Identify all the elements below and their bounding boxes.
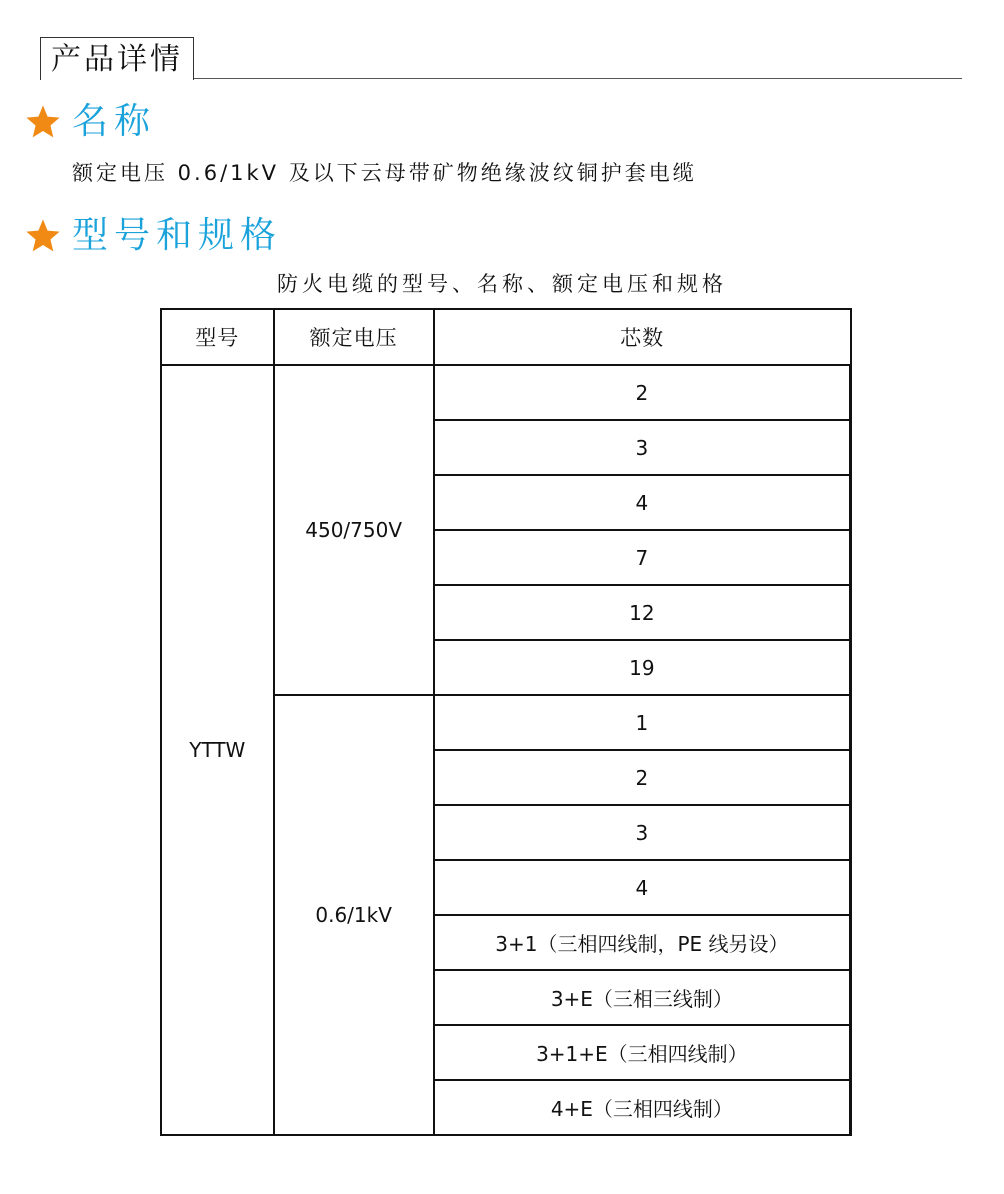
cores-cell: 12 [434, 585, 851, 640]
cores-cell: 19 [434, 640, 851, 695]
cores-cell: 7 [434, 530, 851, 585]
header-voltage: 额定电压 [274, 309, 434, 365]
spec-table [160, 308, 852, 1136]
section-heading-model [24, 212, 282, 260]
section-heading-name [24, 98, 156, 146]
section-title-name: 名称 [72, 101, 157, 142]
cores-cell: 3+1+E（三相四线制） [434, 1025, 851, 1080]
header-model: 型号 [161, 309, 274, 365]
cores-cell: 1 [434, 695, 851, 750]
cores-cell: 3 [434, 420, 851, 475]
cores-cell: 4 [434, 860, 851, 915]
cores-cell: 4 [434, 475, 851, 530]
voltage-cell: 450/750V [274, 365, 434, 695]
voltage-cell: 0.6/1kV [274, 695, 434, 1135]
model-cell: YTTW [161, 365, 274, 1135]
section-title-model: 型号和规格 [72, 215, 283, 256]
table-header-row [161, 309, 851, 365]
cores-cell: 3 [434, 805, 851, 860]
star-icon [24, 217, 62, 255]
cores-cell: 3+1（三相四线制，PE 线另设） [434, 915, 851, 970]
star-icon [24, 103, 62, 141]
product-detail-header [40, 37, 962, 81]
header-cores: 芯数 [434, 309, 851, 365]
cores-cell: 4+E（三相四线制） [434, 1080, 851, 1135]
cores-cell: 3+E（三相三线制） [434, 970, 851, 1025]
cores-cell: 2 [434, 750, 851, 805]
header-title: 产品详情 [40, 37, 194, 80]
table-caption: 防火电缆的型号、名称、额定电压和规格 [277, 272, 727, 296]
product-name-text: 额定电压 0.6/1kV 及以下云母带矿物绝缘波纹铜护套电缆 [72, 161, 697, 185]
cores-cell: 2 [434, 365, 851, 420]
table-row [161, 365, 851, 420]
